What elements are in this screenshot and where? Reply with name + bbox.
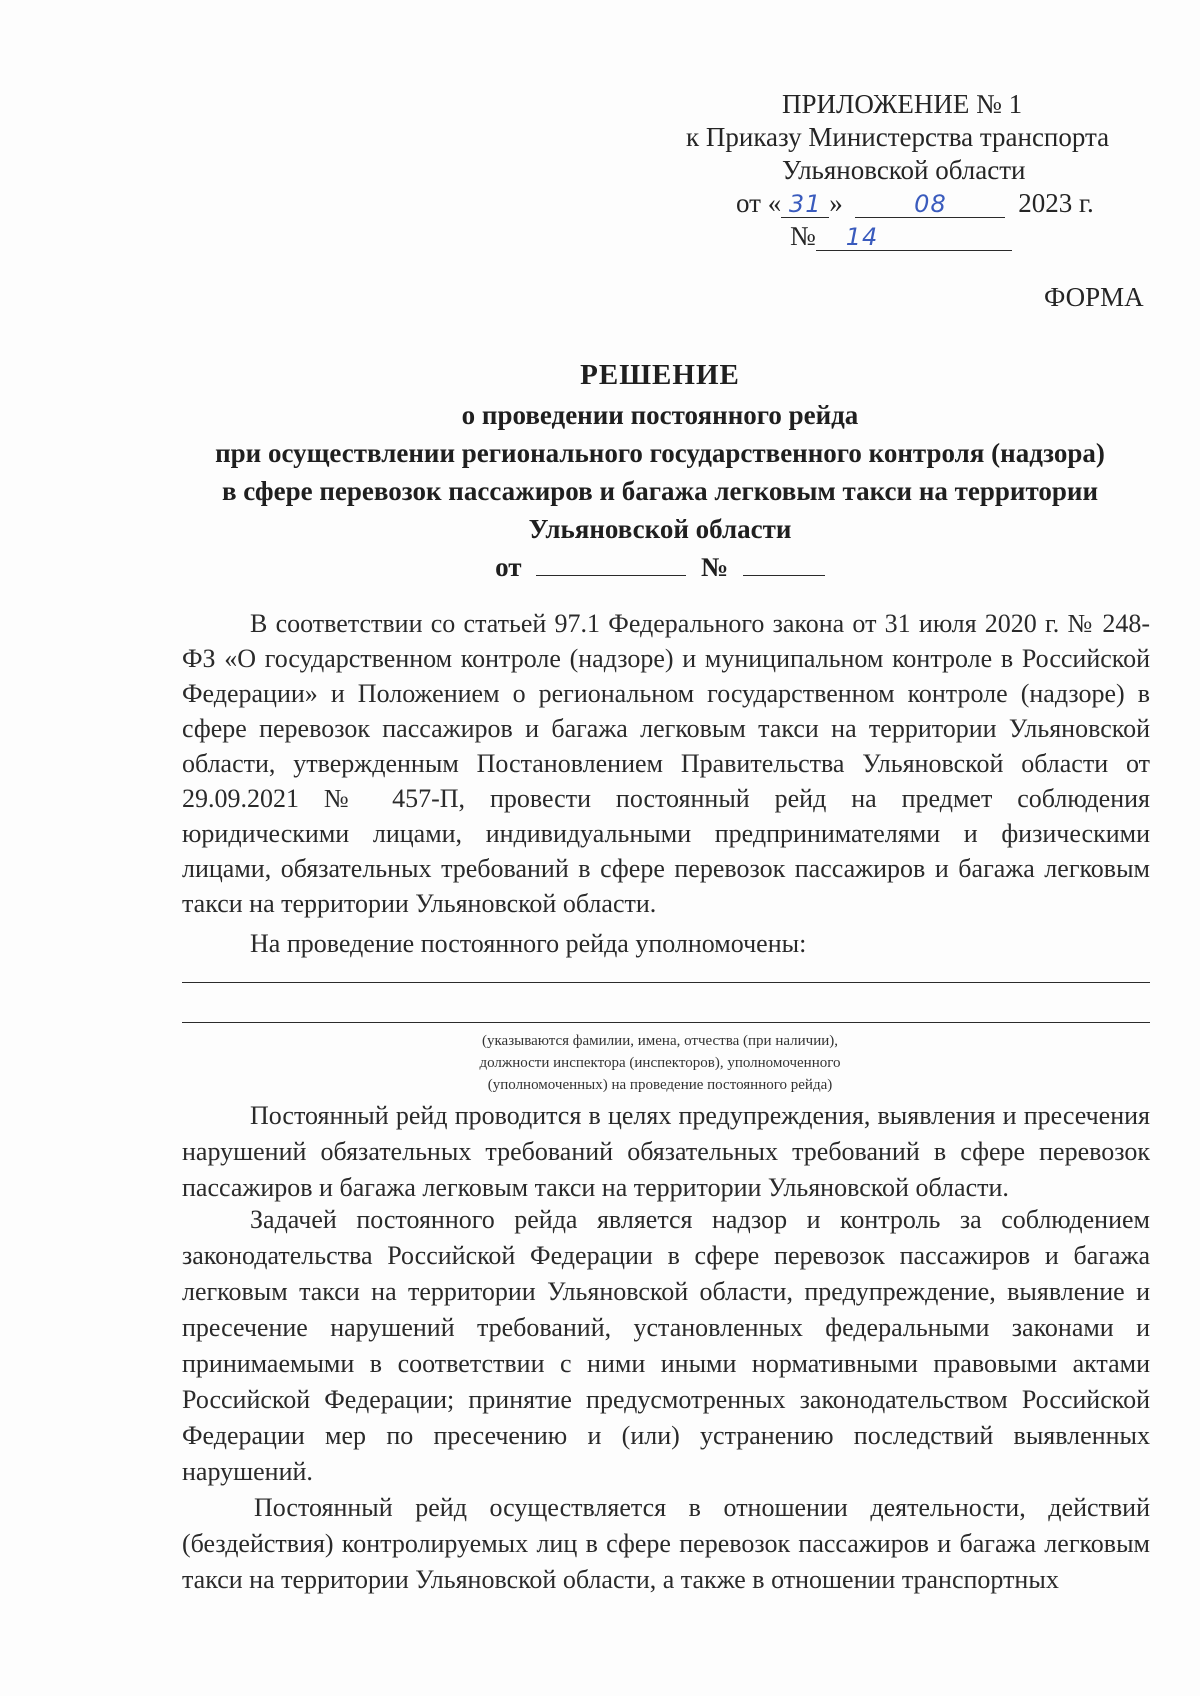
- decision-number-blank: [743, 575, 825, 576]
- inspector-fill-line-2: [182, 1022, 1150, 1023]
- paragraph-tasks: Задачей постоянного рейда является надзор и контроль за соблюдением законодательства Российской Федерации в сфере перевозок пассажиров и багажа легковым такси на территории Ульяновской области, предупреждение, выявление и пресечение нарушений требований, установленных федеральными законами и принимаемыми в соответствии с ними иными нормативными правовыми актами Российской Федерации; принятие предусмотренных законодательством Российской Федерации мер по пресечению и (или) устранению последствий выявленных нарушений.: [182, 1205, 1150, 1486]
- appendix-title: ПРИЛОЖЕНИЕ № 1: [782, 89, 1023, 119]
- decision-title: РЕШЕНИЕ: [580, 359, 740, 391]
- appendix-date-year: 2023 г.: [1018, 188, 1094, 218]
- decision-subtitle-line1: о проведении постоянного рейда: [461, 400, 859, 430]
- paragraph-legal-basis: В соответствии со статьей 97.1 Федерального закона от 31 июля 2020 г. № 248-ФЗ «О государственном контроле (надзоре) и муниципальном контроле в Российской Федерации» и Положением о региональном государственном контроле (надзоре) в сфере перевозок пассажиров и багажа легковым такси на территории Ульяновской области, утвержденным Постановлением Правительства Ульяновской области от 29.09.2021 № 457-П, провести постоянный рейд на предмет соблюдения юридическими лицами, индивидуальными предпринимателями и физическими лицами, обязательных требований в сфере перевозок пассажиров и багажа легковым такси на территории Ульяновской области.: [182, 609, 1150, 918]
- decision-title-block: [150, 356, 1170, 586]
- appendix-header: [660, 88, 1160, 253]
- appendix-date-line: [660, 187, 1160, 220]
- decision-date-number-line: [150, 548, 1170, 586]
- appendix-date-day: 31: [781, 191, 829, 218]
- decision-subtitle-line2: при осуществлении регионального государственного контроля (надзора): [215, 438, 1105, 468]
- decision-date-label: от: [495, 552, 522, 582]
- appendix-date-prefix: от «: [736, 188, 782, 218]
- decision-subtitle-line3: в сфере перевозок пассажиров и багажа легковым такси на территории: [221, 476, 1099, 506]
- appendix-number-line: [660, 220, 1160, 253]
- appendix-order-line: к Приказу Министерства транспорта: [686, 122, 1110, 152]
- appendix-number-value: 14: [816, 224, 1012, 251]
- inspector-caption: [390, 1030, 930, 1096]
- appendix-date-mid: »: [829, 188, 843, 218]
- appendix-region-line: Ульяновской области: [782, 155, 1026, 185]
- inspector-caption-line2: должности инспектора (инспекторов), уполномоченного: [479, 1055, 841, 1071]
- appendix-number-label: №: [790, 221, 816, 251]
- inspector-fill-line-1: [182, 982, 1150, 983]
- paragraph-authorized: На проведение постоянного рейда уполномочены:: [250, 929, 807, 958]
- appendix-date-month: 08: [855, 191, 1005, 218]
- paragraph-scope: Постоянный рейд осуществляется в отношении деятельности, действий (бездействия) контролируемых лиц в сфере перевозок пассажиров и багажа легковым такси на территории Ульяновской области, а также в отношении транспортных: [182, 1493, 1150, 1594]
- decision-subtitle-line4: Ульяновской области: [528, 514, 792, 544]
- decision-number-label: №: [701, 552, 729, 582]
- paragraph-purpose: Постоянный рейд проводится в целях предупреждения, выявления и пресечения нарушений обязательных требований обязательных требований в сфере перевозок пассажиров и багажа легковым такси на территории Ульяновской области.: [182, 1101, 1150, 1202]
- inspector-caption-line1: (указываются фамилии, имена, отчества (при наличии),: [481, 1033, 839, 1049]
- decision-date-blank: [536, 575, 686, 576]
- forma-label: ФОРМА: [1044, 282, 1144, 312]
- inspector-caption-line3: (уполномоченных) на проведение постоянного рейда): [487, 1077, 833, 1093]
